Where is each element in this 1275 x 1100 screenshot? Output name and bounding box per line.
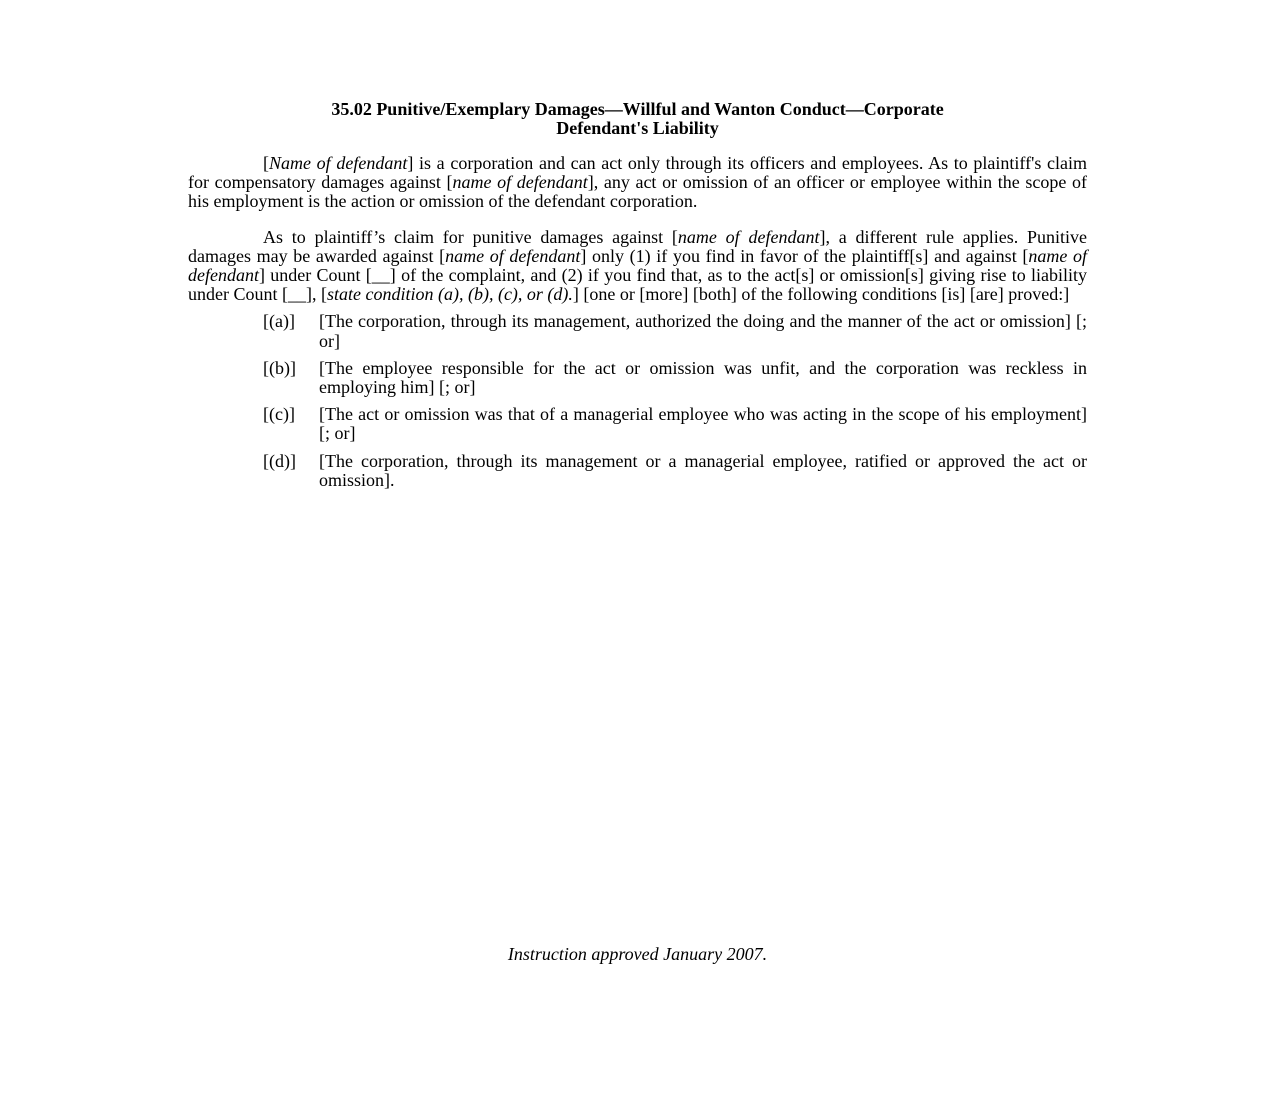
text-run: ], a different rule applies. Punitive damages may be awarded against [ (188, 226, 1088, 266)
text-run: ], any act or omission of an officer or employee within the scope of his employment is the action or omission of the defendant corporation. (188, 172, 1087, 212)
paragraph-corporate-liability (188, 154, 1087, 212)
document-page (188, 100, 1087, 498)
text-run: ] is a corporation and can act only through its officers and employees. As to plaintiff's claim for compensatory damages against [ (188, 153, 1087, 193)
condition-label: [(a)] (263, 311, 295, 332)
text-run: ] under Count [__] of the complaint, and (2) if you find that, as to the act[s] or omission[s] giving rise to liability under Count [__], [ (188, 265, 1087, 305)
italic-run: Name of defendant (269, 153, 408, 173)
document-title (188, 100, 1087, 138)
condition-item-b (263, 359, 1087, 397)
text-run: [ (263, 153, 269, 173)
title-line-1: 35.02 Punitive/Exemplary Damages—Willful and Wanton Conduct—Corporate (331, 99, 944, 119)
condition-item-a (263, 312, 1087, 350)
italic-run: state condition (a), (b), (c), or (d). (326, 284, 573, 305)
condition-label: [(d)] (263, 450, 296, 471)
title-line-2: Defendant's Liability (556, 118, 719, 138)
condition-label: [(c)] (263, 404, 295, 425)
condition-text: [The employee responsible for the act or omission was unfit, and the corporation was reckless in employing him] [; or] (319, 357, 1087, 398)
condition-label: [(b)] (263, 357, 296, 378)
condition-text: [The act or omission was that of a managerial employee who was acting in the scope of his employment] [; or] (319, 404, 1087, 444)
condition-item-c (263, 405, 1087, 443)
text-run: As to plaintiff’s claim for punitive damages against [ (263, 226, 678, 247)
italic-run: name of defendant (677, 226, 820, 247)
italic-run: name of defendant (188, 245, 1087, 286)
paragraph-punitive-damages (188, 228, 1087, 305)
condition-text: [The corporation, through its management, authorized the doing and the manner of the act or omission] [; or] (319, 311, 1087, 351)
approval-note: Instruction approved January 2007. (507, 944, 768, 964)
italic-run: name of defendant (445, 245, 581, 266)
italic-run: name of defendant (452, 172, 588, 193)
text-run: ] only (1) if you find in favor of the plaintiff[s] and against [ (580, 245, 1029, 266)
text-run: ] [one or [more] [both] of the following conditions [is] [are] proved:] (572, 284, 1070, 305)
condition-text: [The corporation, through its management or a managerial employee, ratified or approved the act or omission]. (319, 450, 1087, 490)
condition-item-d (263, 452, 1087, 490)
